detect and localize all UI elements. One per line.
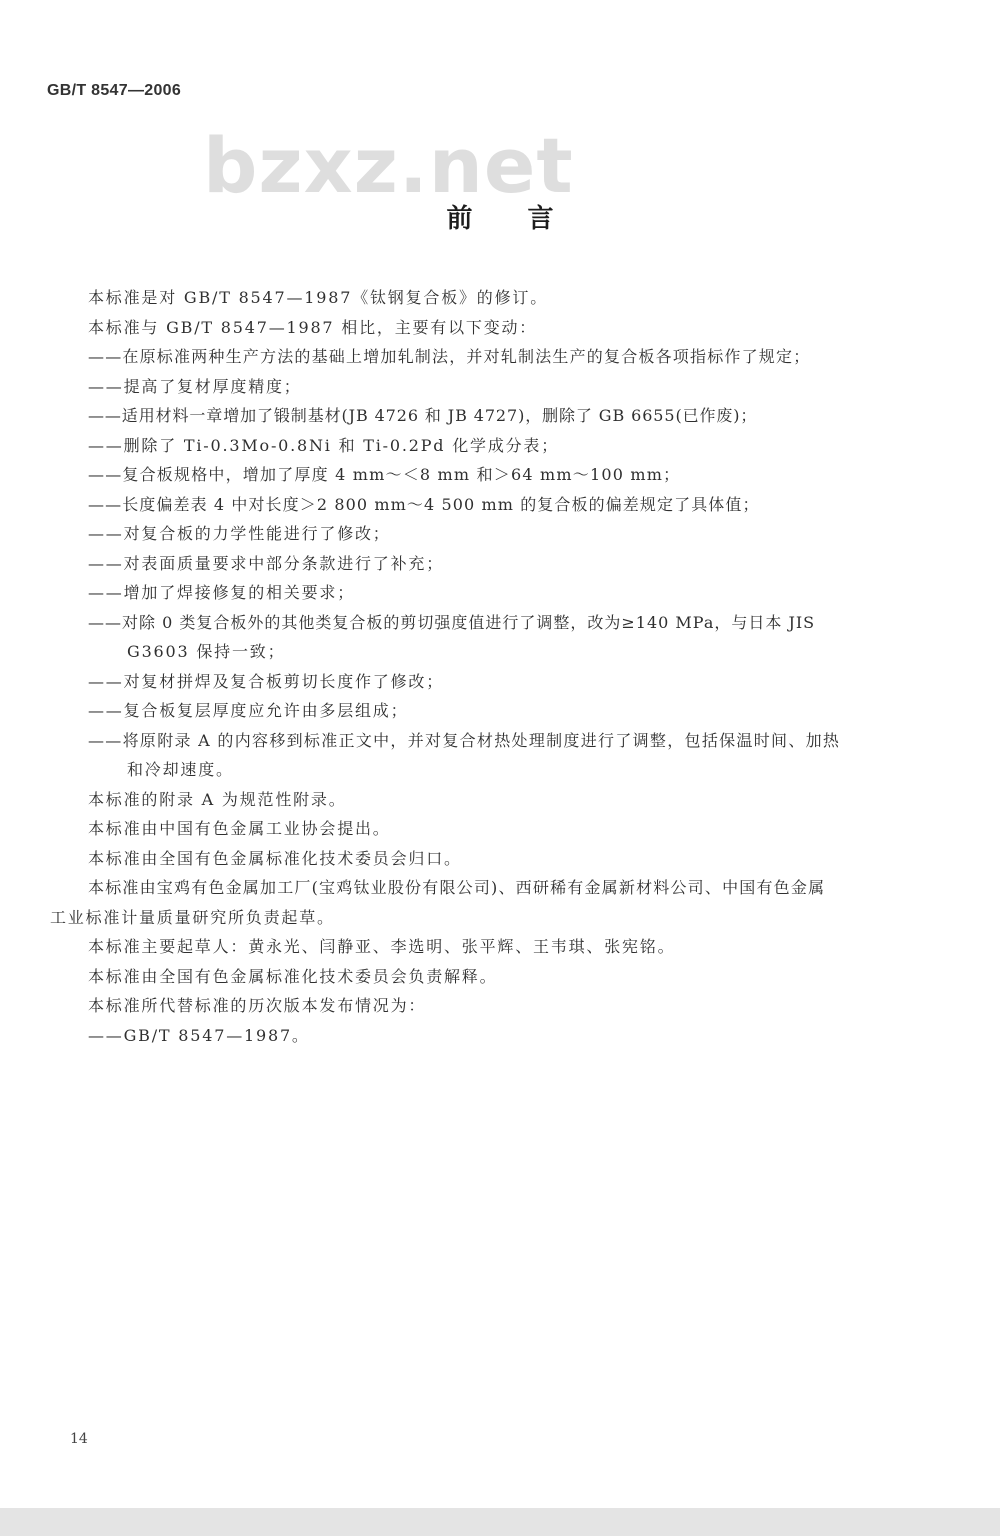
list-item: ——提高了复材厚度精度； <box>88 377 302 396</box>
list-item-continuation: 和冷却速度。 <box>127 760 234 779</box>
list-item: ——复合板规格中，增加了厚度 4 mm～＜8 mm 和＞64 mm～100 mm； <box>88 465 681 484</box>
paragraph-line: 本标准由全国有色金属标准化技术委员会负责解释。 <box>88 967 498 986</box>
paragraph-line: 本标准与 GB/T 8547—1987 相比，主要有以下变动： <box>88 318 538 337</box>
paragraph-line: 本标准是对 GB/T 8547—1987《钛钢复合板》的修订。 <box>88 288 549 307</box>
list-item: ——增加了焊接修复的相关要求； <box>88 583 356 602</box>
watermark: bzxz.net <box>203 121 574 210</box>
paragraph-line: 本标准的附录 A 为规范性附录。 <box>88 790 347 809</box>
title-char-1: 前 <box>446 204 473 234</box>
list-item: ——对复合板的力学性能进行了修改； <box>88 524 391 543</box>
paragraph-line: 本标准由全国有色金属标准化技术委员会归口。 <box>88 849 462 868</box>
standard-code: GB/T 8547—2006 <box>47 82 182 99</box>
page-title <box>0 198 1000 235</box>
list-item: ——对复材拼焊及复合板剪切长度作了修改； <box>88 672 445 691</box>
list-item: ——对表面质量要求中部分条款进行了补充； <box>88 554 445 573</box>
paragraph-line: 本标准由中国有色金属工业协会提出。 <box>88 819 391 838</box>
list-item: ——在原标准两种生产方法的基础上增加轧制法，并对轧制法生产的复合板各项指标作了规定； <box>88 347 811 366</box>
list-item: ——GB/T 8547—1987。 <box>88 1026 310 1045</box>
list-item: ——复合板复层厚度应允许由多层组成； <box>88 701 409 720</box>
paragraph-line: 本标准所代替标准的历次版本发布情况为： <box>88 996 427 1015</box>
list-item: ——对除 0 类复合板外的其他类复合板的剪切强度值进行了调整，改为≥140 MPa，与日本 JIS <box>88 613 816 632</box>
list-item: ——删除了 Ti-0.3Mo-0.8Ni 和 Ti-0.2Pd 化学成分表； <box>88 436 560 455</box>
title-char-2: 言 <box>527 204 554 234</box>
list-item: ——长度偏差表 4 中对长度＞2 800 mm～4 500 mm 的复合板的偏差规定了具体值； <box>88 495 760 514</box>
page-number: 14 <box>70 1431 88 1447</box>
paragraph-line: 工业标准计量质量研究所负责起草。 <box>50 908 335 927</box>
list-item-continuation: G3603 保持一致； <box>127 642 286 661</box>
paragraph-line: 本标准由宝鸡有色金属加工厂(宝鸡钛业股份有限公司)、西研稀有金属新材料公司、中国有色金属 <box>88 878 826 897</box>
list-item: ——将原附录 A 的内容移到标准正文中，并对复合材热处理制度进行了调整，包括保温时间、加热 <box>88 731 841 750</box>
paragraph-line: 本标准主要起草人：黄永光、闫静亚、李选明、张平辉、王韦琪、张宪铭。 <box>88 937 676 956</box>
list-item: ——适用材料一章增加了锻制基材(JB 4726 和 JB 4727)，删除了 GB 6655(已作废)； <box>88 406 758 425</box>
bottom-margin <box>0 1508 1000 1536</box>
